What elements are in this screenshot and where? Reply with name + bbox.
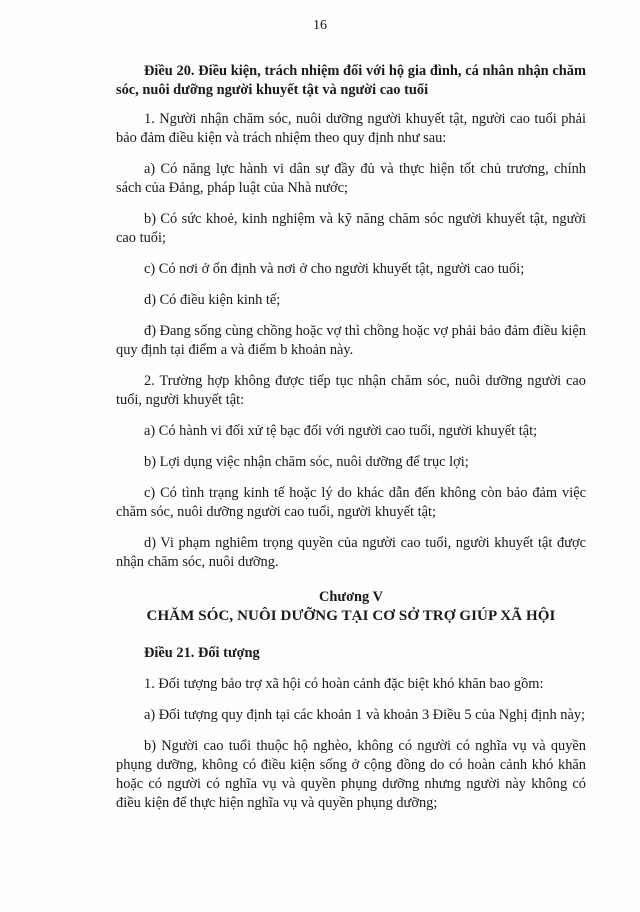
article-20-paragraph: d) Vi phạm nghiêm trọng quyền của người cao tuổi, người khuyết tật được nhận chăm sóc, nuôi dưỡng. [116,535,586,570]
article-20-paragraph: 1. Người nhận chăm sóc, nuôi dưỡng người khuyết tật, người cao tuổi phải bảo đảm điều kiện và trách nhiệm theo quy định như sau: [116,111,586,146]
article-20-paragraph: c) Có tình trạng kinh tế hoặc lý do khác dẫn đến không còn bảo đảm việc chăm sóc, nuôi dưỡng người cao tuổi, người khuyết tật; [116,485,586,520]
chapter-label: Chương V [319,589,383,605]
page-number: 16 [313,18,327,33]
article-20-paragraph: c) Có nơi ở ổn định và nơi ở cho người khuyết tật, người cao tuổi; [144,261,525,277]
article-20-paragraph: b) Có sức khoẻ, kinh nghiệm và kỹ năng chăm sóc người khuyết tật, người cao tuổi; [116,211,586,246]
article-21-paragraph: b) Người cao tuổi thuộc hộ nghèo, không có người có nghĩa vụ và quyền phụng dưỡng, không có điều kiện sống ở cộng đồng do có hoàn cảnh khó khăn hoặc có người có nghĩa vụ và quyền phụng dưỡng nhưng người này không có điều kiện để thực hiện nghĩa vụ và quyền phụng dưỡng; [116,738,586,811]
article-20-paragraph: d) Có điều kiện kinh tế; [144,292,281,308]
page-content [116,62,586,825]
article-21-heading: Điều 21. Đối tượng [144,645,260,661]
article-20-paragraph: đ) Đang sống cùng chồng hoặc vợ thì chồng hoặc vợ phải bảo đảm điều kiện quy định tại điểm a và điểm b khoản này. [116,323,586,358]
article-20-paragraph: a) Có năng lực hành vi dân sự đầy đủ và thực hiện tốt chủ trương, chính sách của Đảng, pháp luật của Nhà nước; [116,161,586,196]
chapter-title: CHĂM SÓC, NUÔI DƯỠNG TẠI CƠ SỞ TRỢ GIÚP XÃ HỘI [146,608,556,624]
article-21-paragraph: 1. Đối tượng bảo trợ xã hội có hoàn cảnh đặc biệt khó khăn bao gồm: [144,676,544,692]
article-20-paragraph: 2. Trường hợp không được tiếp tục nhận chăm sóc, nuôi dưỡng người cao tuổi, người khuyết tật: [116,373,586,408]
article-20-paragraph: a) Có hành vi đối xử tệ bạc đối với người cao tuổi, người khuyết tật; [144,423,538,439]
article-20-heading: Điều 20. Điều kiện, trách nhiệm đối với hộ gia đình, cá nhân nhận chăm sóc, nuôi dưỡng người khuyết tật và người cao tuổi [116,63,586,98]
article-21-paragraph: a) Đối tượng quy định tại các khoản 1 và khoản 3 Điều 5 của Nghị định này; [144,707,586,723]
article-20-paragraph: b) Lợi dụng việc nhận chăm sóc, nuôi dưỡng để trục lợi; [144,454,469,470]
